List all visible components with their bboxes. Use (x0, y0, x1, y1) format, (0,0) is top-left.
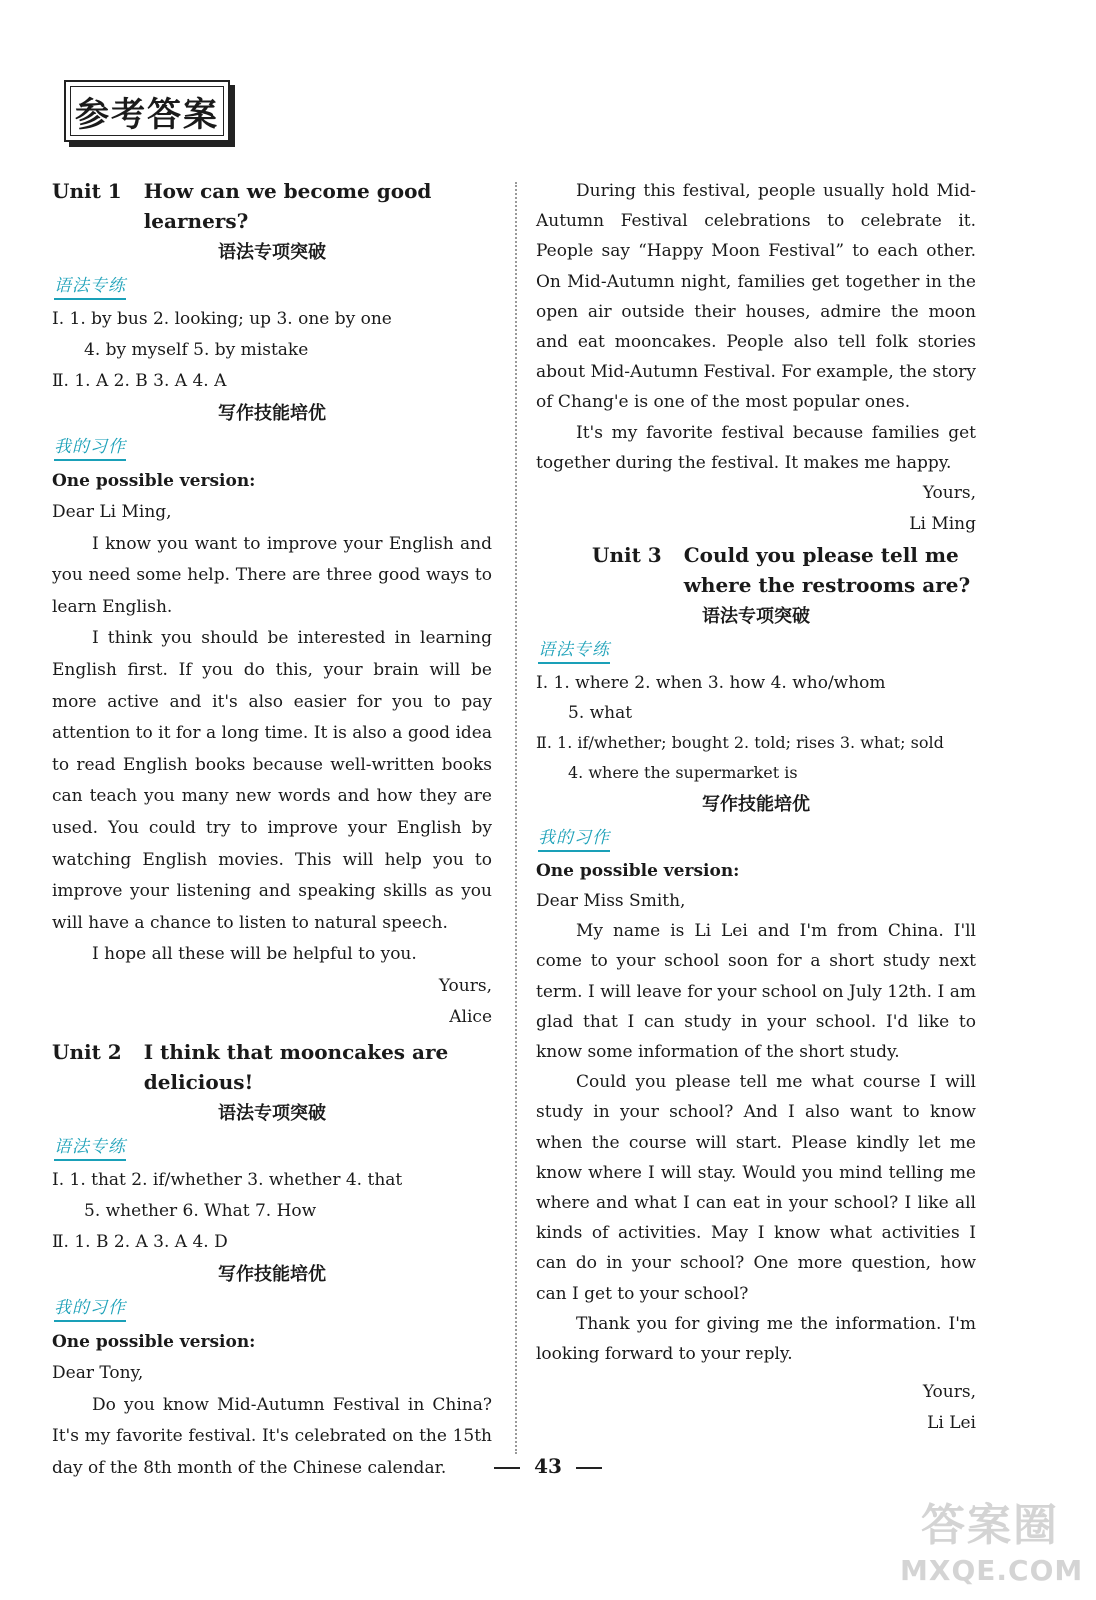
unit1-paragraph: I know you want to improve your English and you need some help. There are three good ways to learn English. (52, 533, 492, 617)
unit3-number: Unit 3 (592, 543, 662, 568)
unit1-writing-heading: 写作技能培优 (218, 403, 326, 424)
watermark-logo (900, 1498, 1084, 1594)
unit3-answer-line: Ⅰ. 1. where 2. when 3. how 4. who/whom (536, 673, 886, 694)
unit2-writing-heading: 写作技能培优 (218, 1263, 326, 1285)
unit3-grammar-heading: 语法专项突破 (702, 606, 810, 628)
page-number (0, 1454, 1096, 1478)
unit2-grammar-tag: 语法专练 (54, 1135, 126, 1161)
right-column (536, 176, 976, 1439)
unit2-answer-line: Ⅱ. 1. B 2. A 3. A 4. D (52, 1231, 228, 1252)
unit3-answer-line: 5. what (568, 703, 633, 724)
unit3-title: Could you please tell me where the restrooms are? (683, 543, 971, 598)
unit1-version-label: One possible version: (52, 471, 256, 491)
unit3-answer-line: 4. where the supermarket is (568, 763, 798, 783)
unit3-writing-heading: 写作技能培优 (702, 794, 810, 816)
unit2-number: Unit 2 (52, 1039, 122, 1064)
unit3-paragraph: My name is Li Lei and I'm from China. I'll come to your school soon for a short study next term. I will leave for your school on July 12th. I am glad that I can study in your school. I'd like to know some information of the short study. (536, 921, 976, 1063)
unit3-writing-tag: 我的习作 (538, 826, 610, 852)
unit2-grammar-heading: 语法专项突破 (218, 1102, 326, 1124)
unit3-paragraph: Could you please tell me what course I will study in your school? And I also want to know when the course will start. Please kindly let me know where I will stay. Would you mind telling me where and what I can eat in your school? I like all kinds of activities. May I know what activities I can do in your school? One more question, how can I get to your school? (536, 1072, 976, 1304)
page-title-box (64, 80, 230, 142)
unit3-grammar-tag: 语法专练 (538, 638, 610, 664)
page-number-dash-left (494, 1467, 520, 1469)
unit2-heading (52, 1037, 492, 1097)
page-number-dash-right (576, 1467, 602, 1469)
unit1-grammar-tag: 语法专练 (54, 274, 126, 300)
page-number-value: 43 (534, 1454, 562, 1478)
unit1-paragraph: I think you should be interested in learning English first. If you do this, your brain will be more active and it's also easier for you to pay attention to it for a long time. It is also a good idea to read English books because well-written books can teach you many new words and how they are used. You could try to improve your English by watching English movies. This will help you to improve your listening and speaking skills as you will have a chance to listen to natural speech. (52, 628, 492, 933)
unit3-heading (536, 540, 976, 600)
unit2-writing-tag: 我的习作 (54, 1296, 126, 1322)
unit1-signature: Alice (449, 1006, 492, 1027)
column-divider (515, 182, 517, 1454)
page-title: 参考答案 (75, 94, 219, 135)
unit2-paragraph: It's my favorite festival because families get together during the festival. It makes me happy. (536, 422, 976, 473)
unit1-paragraph: I hope all these will be helpful to you. (92, 944, 417, 965)
watermark-line1: 答案圈 (921, 1500, 1059, 1551)
watermark-line2: MXQE.COM (900, 1554, 1084, 1587)
left-column (52, 176, 492, 1484)
unit3-signature: Li Lei (927, 1413, 976, 1434)
unit2-title: I think that mooncakes are delicious! (143, 1039, 449, 1094)
unit3-answer-line: Ⅱ. 1. if/whether; bought 2. told; rises 3. what; sold (536, 733, 944, 753)
unit2-greeting: Dear Tony, (52, 1362, 144, 1383)
unit1-answer-line: Ⅱ. 1. A 2. B 3. A 4. A (52, 371, 227, 391)
unit2-answer-line: Ⅰ. 1. that 2. if/whether 3. whether 4. that (52, 1169, 403, 1190)
unit2-signature: Li Ming (909, 514, 976, 535)
unit1-answer-line: Ⅰ. 1. by bus 2. looking; up 3. one by one (52, 309, 392, 329)
unit1-greeting: Dear Li Ming, (52, 502, 172, 522)
unit1-title: How can we become good learners? (143, 179, 432, 233)
unit2-version-label: One possible version: (52, 1331, 256, 1352)
unit3-closing: Yours, (922, 1382, 976, 1403)
unit2-paragraph: During this festival, people usually hold Mid-Autumn Festival celebrations to celebrate it. People say “Happy Moon Festival” to each other. On Mid-Autumn night, families get together in the open air outside their houses, admire the moon and eat mooncakes. People also tell folk stories about Mid-Autumn Festival. For example, the story of Chang'e is one of the most popular ones. (536, 181, 976, 413)
unit1-number: Unit 1 (52, 179, 122, 203)
unit1-answer-line: 4. by myself 5. by mistake (84, 340, 309, 360)
unit3-paragraph: Thank you for giving me the information. I'm looking forward to your reply. (536, 1313, 976, 1365)
unit1-writing-tag: 我的习作 (54, 435, 126, 461)
unit1-grammar-heading: 语法专项突破 (218, 242, 326, 263)
unit3-version-label: One possible version: (536, 861, 740, 882)
unit1-heading (52, 176, 492, 236)
unit1-closing: Yours, (438, 975, 492, 996)
unit2-answer-line: 5. whether 6. What 7. How (84, 1200, 317, 1221)
unit2-closing: Yours, (922, 483, 976, 504)
unit3-greeting: Dear Miss Smith, (536, 891, 686, 912)
unit2-paragraph: Do you know Mid-Autumn Festival in China? It's my favorite festival. It's celebrated on the 15th day of the 8th month of the Chinese calendar. (52, 1394, 492, 1478)
